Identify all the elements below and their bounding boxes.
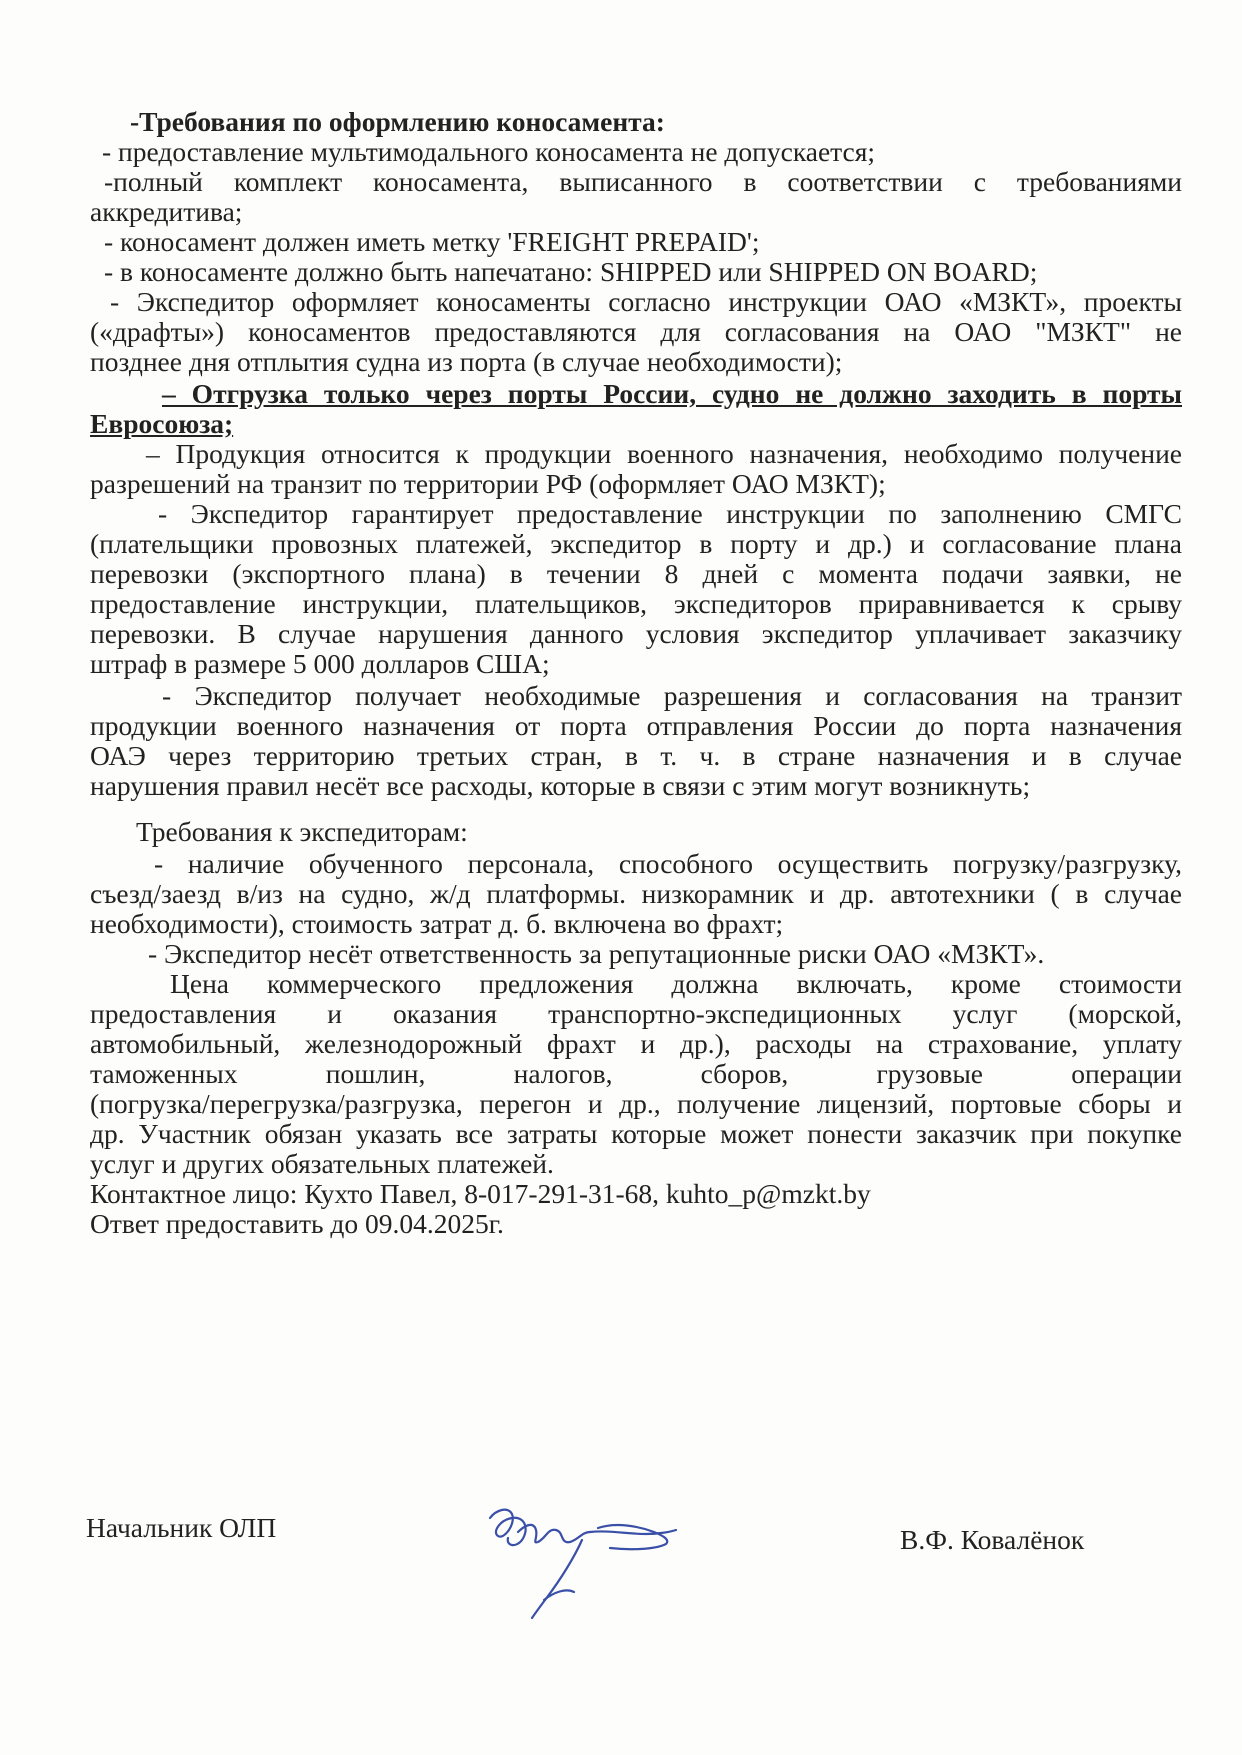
paragraph-line: продукции военного назначения от порта отправления России до порта назначения bbox=[90, 710, 1182, 741]
forwarder-requirement-line: необходимости), стоимость затрат д. б. включена во фрахт; bbox=[90, 908, 784, 939]
price-paragraph-line: Цена коммерческого предложения должна включать, кроме стоимости bbox=[170, 968, 1182, 999]
requirement-line: - Экспедитор оформляет коносаменты согласно инструкции ОАО «МЗКТ», проекты bbox=[110, 286, 1182, 317]
requirement-line: - предоставление мультимодального коносамента не допускается; bbox=[102, 136, 876, 167]
forwarder-requirement-line: - Экспедитор несёт ответственность за репутационные риски ОАО «МЗКТ». bbox=[148, 938, 1045, 969]
requirement-line: - коносамент должен иметь метку 'FREIGHT PREPAID'; bbox=[104, 226, 760, 257]
paragraph-line: нарушения правил несёт все расходы, которые в связи с этим могут возникнуть; bbox=[90, 770, 1031, 801]
paragraph-line: перевозки (экспортного плана) в течении 8 дней с момента подачи заявки, не bbox=[90, 558, 1182, 589]
shipping-ports-requirement: – Отгрузка только через порты России, судно не должно заходить в порты bbox=[162, 378, 1182, 409]
requirement-line: («драфты») коносаментов предоставляются для согласования на ОАО "МЗКТ" не bbox=[90, 316, 1182, 347]
forwarder-requirement-line: съезд/заезд в/из на судно, ж/д платформы. низкорамник и др. автотехники ( в случае bbox=[90, 878, 1182, 909]
section-heading-bill-of-lading: -Требования по оформлению коносамента: bbox=[130, 106, 665, 137]
paragraph-line: - Экспедитор получает необходимые разрешения и согласования на транзит bbox=[162, 680, 1182, 711]
paragraph-line: - Экспедитор гарантирует предоставление инструкции по заполнению СМГС bbox=[158, 498, 1182, 529]
paragraph-line: перевозки. В случае нарушения данного условия экспедитор уплачивает заказчику bbox=[90, 618, 1182, 649]
price-paragraph-line: автомобильный, железнодорожный фрахт и др.), расходы на страхование, уплату bbox=[90, 1028, 1182, 1059]
price-paragraph-line: таможенных пошлин, налогов, сборов, грузовые операции bbox=[90, 1058, 1182, 1089]
shipping-ports-requirement-end: Евросоюза; bbox=[90, 408, 234, 439]
paragraph-line: ОАЭ через территорию третьих стран, в т. ч. в стране назначения и в случае bbox=[90, 740, 1182, 771]
handwritten-signature bbox=[478, 1488, 688, 1628]
section-heading-forwarders: Требования к экспедиторам: bbox=[136, 816, 468, 847]
price-paragraph-line: предоставления и оказания транспортно-экспедиционных услуг (морской, bbox=[90, 998, 1182, 1029]
paragraph-line: (плательщики провозных платежей, экспедитор в порту и др.) и согласование плана bbox=[90, 528, 1182, 559]
requirement-line: - в коносаменте должно быть напечатано: SHIPPED или SHIPPED ON BOARD; bbox=[104, 256, 1038, 287]
paragraph-line: штраф в размере 5 000 долларов США; bbox=[90, 648, 550, 679]
forwarder-requirement-line: - наличие обученного персонала, способного осуществить погрузку/разгрузку, bbox=[154, 848, 1182, 879]
paragraph-line: – Продукция относится к продукции военного назначения, необходимо получение bbox=[146, 438, 1182, 469]
contact-person: Контактное лицо: Кухто Павел, 8-017-291-31-68, kuhto_p@mzkt.by bbox=[90, 1178, 871, 1209]
paragraph-line: предоставление инструкции, плательщиков, экспедиторов приравнивается к срыву bbox=[90, 588, 1182, 619]
price-paragraph-line: услуг и других обязательных платежей. bbox=[90, 1148, 554, 1179]
requirement-line: аккредитива; bbox=[90, 196, 243, 227]
price-paragraph-line: др. Участник обязан указать все затраты которые может понести заказчик при покупке bbox=[90, 1118, 1182, 1149]
signatory-name: В.Ф. Ковалёнок bbox=[900, 1524, 1085, 1555]
requirement-line: -полный комплект коносамента, выписанного в соответствии с требованиями bbox=[104, 166, 1182, 197]
signatory-title: Начальник ОЛП bbox=[86, 1512, 277, 1543]
requirement-line: позднее дня отплытия судна из порта (в случае необходимости); bbox=[90, 346, 843, 377]
price-paragraph-line: (погрузка/перегрузка/разгрузка, перегон и др., получение лицензий, портовые сборы и bbox=[90, 1088, 1182, 1119]
response-deadline: Ответ предоставить до 09.04.2025г. bbox=[90, 1208, 504, 1239]
paragraph-line: разрешений на транзит по территории РФ (оформляет ОАО МЗКТ); bbox=[90, 468, 886, 499]
